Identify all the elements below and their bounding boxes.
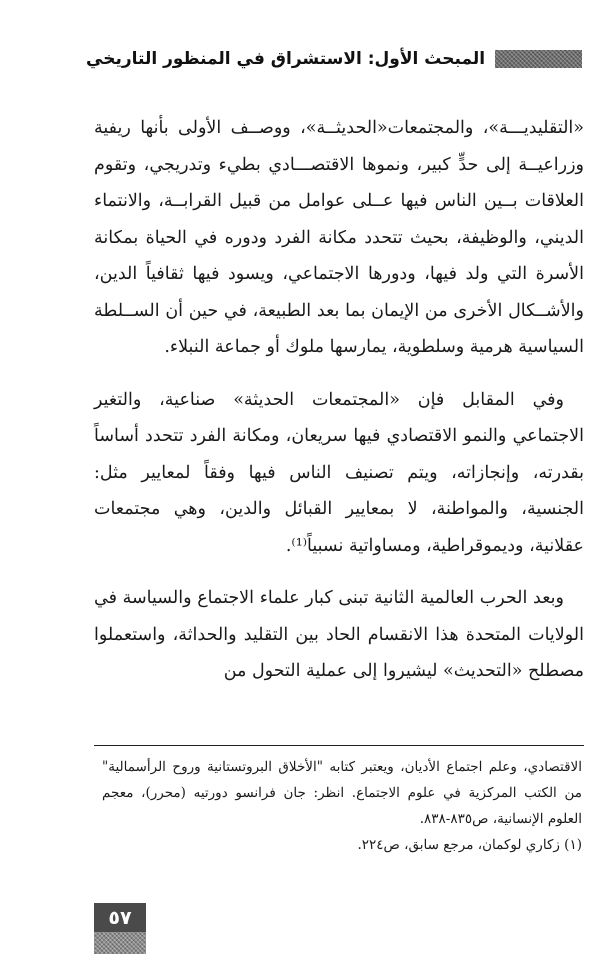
footnote-1: (١) زكاري لوكمان، مرجع سابق، ص٢٢٤. bbox=[357, 837, 582, 853]
running-header bbox=[86, 44, 582, 74]
chapter-section-title: المبحث الأول: الاستشراق في المنظور التاريخي bbox=[86, 49, 486, 69]
footnote-continued: الاقتصادي، وعلم اجتماع الأديان، ويعتبر كتابه "الأخلاق البروتستانية وروح الرأسمالية" من الكتب المركزية في علوم الاجتماع. انظر: جان فرانسو دورتيه (محرر)، معجم العلوم الإنسانية، ص٨٣٥-٨٣٨. bbox=[102, 759, 582, 827]
paragraph: «التقليديـــة»، والمجتمعات«الحديثــة»، ووصــف الأولى بأنها ريفية وزراعيــة إلى حدٍّ كبير، ونموها الاقتصـــادي بطيء وتدريجي، وتقوم العلاقات بــين الناس فيها عــلى عوامل من قبيل القرابــة، والانتماء الديني، والوظيفة، بحيث تتحدد مكانة الفرد ودوره في الحياة بمكانة الأسرة التي ولد فيها، ودورها الاجتماعي، ويسود فيها ثقافياً الدين، والأشــكال الأخرى من الإيمان بما بعد الطبيعة، في حين أن الســلطة السياسية هرمية وسلطوية، يمارسها ملوك أو جماعة النبلاء. bbox=[94, 118, 584, 357]
header-decorative-bar bbox=[495, 50, 582, 68]
page-number: ٥٧ bbox=[94, 903, 146, 932]
paragraph: وفي المقابل فإن «المجتمعات الحديثة» صناعية، والتغير الاجتماعي والنمو الاقتصادي فيها سريعان، ومكانة الفرد تتحدد أساساً بقدرته، وإنجازاته، ويتم تصنيف الناس فيها وفقاً لمعايير مثل: الجنسية، والمواطنة، لا بمعايير القبائل والدين، وهي مجتمعات عقلانية، وديموقراطية، ومساواتية نسبياً⁽¹⁾. bbox=[94, 389, 584, 556]
footnotes bbox=[102, 754, 582, 858]
main-text bbox=[94, 110, 584, 706]
page-number-decorative-bar bbox=[94, 932, 146, 954]
paragraph: وبعد الحرب العالمية الثانية تبنى كبار علماء الاجتماع والسياسة في الولايات المتحدة هذا الانقسام الحاد بين التقليد والحداثة، واستعملوا مصطلح «التحديث» ليشيروا إلى عملية التحول من bbox=[94, 588, 584, 681]
footnote-separator bbox=[94, 745, 584, 746]
